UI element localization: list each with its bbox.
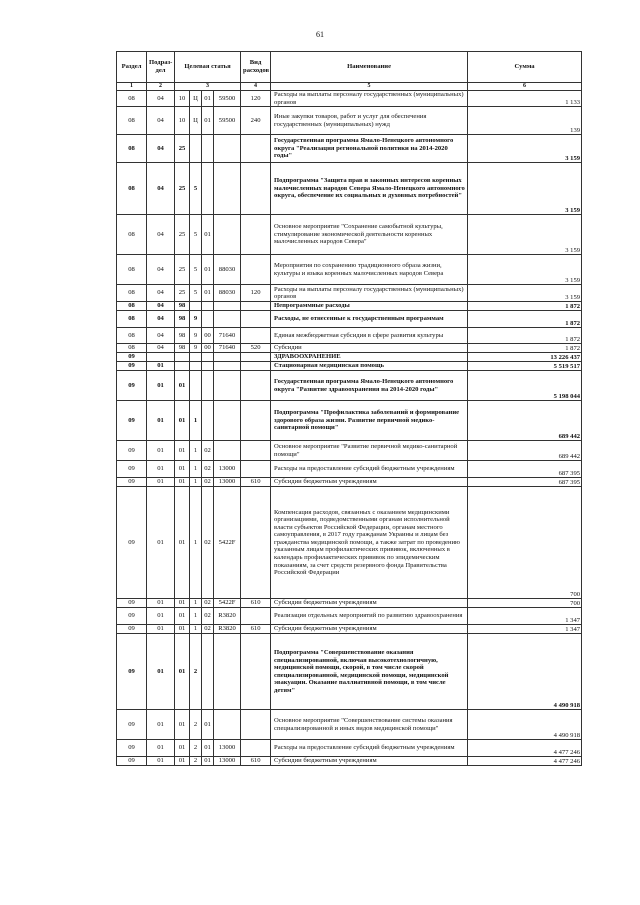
- cell-direction: 59500: [214, 107, 241, 135]
- cell-summa: 689 442: [468, 401, 582, 441]
- cell-summa: 4 490 918: [468, 710, 582, 740]
- cell-event: [202, 371, 214, 401]
- cell-direction: [214, 353, 241, 362]
- cell-subprogram: 5: [190, 285, 202, 302]
- cell-naimenovanie: Расходы, не отнесенные к государственным программам: [271, 311, 468, 328]
- cell-program: 10: [175, 107, 190, 135]
- cell-direction: 13000: [214, 757, 241, 766]
- cell-podrazdel: 01: [147, 487, 175, 599]
- cell-podrazdel: 01: [147, 710, 175, 740]
- cell-event: [202, 362, 214, 371]
- cell-event: 02: [202, 441, 214, 461]
- cell-summa: 3 159: [468, 163, 582, 215]
- table-row: [117, 311, 582, 328]
- table-row: [117, 757, 582, 766]
- cell-program: 25: [175, 215, 190, 255]
- cell-razdel: 08: [117, 107, 147, 135]
- cell-program: 25: [175, 163, 190, 215]
- cell-razdel: 09: [117, 740, 147, 757]
- cell-naimenovanie: Субсидии бюджетным учреждениям: [271, 478, 468, 487]
- cell-subprogram: 2: [190, 634, 202, 710]
- cell-event: 01: [202, 255, 214, 285]
- cell-summa: 1 872: [468, 311, 582, 328]
- cell-podrazdel: 04: [147, 255, 175, 285]
- column-number: 5: [271, 83, 468, 91]
- cell-naimenovanie: Государственная программа Ямало-Ненецкого автономного округа "Реализация региональной политики на 2014-2020 годы": [271, 135, 468, 163]
- cell-vid-rashodov: [241, 328, 271, 344]
- cell-naimenovanie: Основное мероприятие "Совершенствование системы оказания специализированной и иных видов медицинской помощи": [271, 710, 468, 740]
- cell-vid-rashodov: 520: [241, 344, 271, 353]
- cell-event: 00: [202, 344, 214, 353]
- cell-razdel: 08: [117, 311, 147, 328]
- cell-vid-rashodov: [241, 461, 271, 478]
- cell-program: 98: [175, 311, 190, 328]
- cell-event: [202, 353, 214, 362]
- cell-razdel: 08: [117, 163, 147, 215]
- cell-direction: R3820: [214, 625, 241, 634]
- cell-naimenovanie: Расходы на предоставление субсидий бюджетным учреждениям: [271, 740, 468, 757]
- cell-naimenovanie: Основное мероприятие "Развитие первичной медико-санитарной помощи": [271, 441, 468, 461]
- cell-vid-rashodov: 240: [241, 107, 271, 135]
- cell-podrazdel: [147, 353, 175, 362]
- table-row: [117, 163, 582, 215]
- cell-naimenovanie: Непрограммные расходы: [271, 302, 468, 311]
- cell-vid-rashodov: [241, 740, 271, 757]
- cell-event: [202, 135, 214, 163]
- cell-subprogram: 9: [190, 344, 202, 353]
- table-row: [117, 625, 582, 634]
- cell-event: 01: [202, 710, 214, 740]
- cell-program: 01: [175, 608, 190, 625]
- cell-direction: [214, 215, 241, 255]
- cell-summa: 1 872: [468, 328, 582, 344]
- cell-naimenovanie: Мероприятия по сохранению традиционного образа жизни, культуры и языка коренных малочисленных народов Севера: [271, 255, 468, 285]
- cell-naimenovanie: Основное мероприятие "Сохранение самобытной культуры, стимулирование экономической деятельности коренных малочисленных народов Севера": [271, 215, 468, 255]
- cell-subprogram: [190, 371, 202, 401]
- column-number: 6: [468, 83, 582, 91]
- cell-subprogram: [190, 135, 202, 163]
- cell-subprogram: 1: [190, 599, 202, 608]
- cell-razdel: 08: [117, 135, 147, 163]
- cell-podrazdel: 01: [147, 608, 175, 625]
- table-row: [117, 91, 582, 107]
- cell-podrazdel: 04: [147, 344, 175, 353]
- cell-program: 98: [175, 344, 190, 353]
- cell-event: [202, 634, 214, 710]
- cell-event: 02: [202, 599, 214, 608]
- cell-event: 02: [202, 625, 214, 634]
- cell-program: 01: [175, 625, 190, 634]
- header-podrazdel: Подраз-дел: [147, 52, 175, 83]
- cell-podrazdel: 04: [147, 135, 175, 163]
- cell-subprogram: 1: [190, 625, 202, 634]
- cell-naimenovanie: Субсидии бюджетным учреждениям: [271, 599, 468, 608]
- cell-program: 01: [175, 599, 190, 608]
- cell-naimenovanie: Стационарная медицинская помощь: [271, 362, 468, 371]
- table-row: [117, 608, 582, 625]
- cell-podrazdel: 04: [147, 91, 175, 107]
- table-row: [117, 371, 582, 401]
- cell-vid-rashodov: [241, 311, 271, 328]
- cell-summa: 1 133: [468, 91, 582, 107]
- column-number: 4: [241, 83, 271, 91]
- cell-program: 98: [175, 328, 190, 344]
- cell-subprogram: Ц: [190, 107, 202, 135]
- cell-naimenovanie: Подпрограмма "Профилактика заболеваний и формирование здорового образа жизни. Развитие первичной медико-санитарной помощи": [271, 401, 468, 441]
- table-row: [117, 478, 582, 487]
- cell-event: 01: [202, 215, 214, 255]
- header-razdel: Раздел: [117, 52, 147, 83]
- column-number: 3: [175, 83, 241, 91]
- cell-podrazdel: 04: [147, 107, 175, 135]
- cell-subprogram: 5: [190, 215, 202, 255]
- table-row: [117, 401, 582, 441]
- cell-podrazdel: 01: [147, 441, 175, 461]
- cell-subprogram: 2: [190, 740, 202, 757]
- cell-subprogram: 9: [190, 311, 202, 328]
- cell-vid-rashodov: 610: [241, 757, 271, 766]
- cell-podrazdel: 01: [147, 371, 175, 401]
- cell-razdel: 08: [117, 344, 147, 353]
- cell-direction: 71640: [214, 344, 241, 353]
- cell-vid-rashodov: 120: [241, 285, 271, 302]
- cell-podrazdel: 01: [147, 625, 175, 634]
- cell-direction: [214, 302, 241, 311]
- table-row: [117, 487, 582, 599]
- cell-summa: 687 395: [468, 461, 582, 478]
- cell-vid-rashodov: [241, 215, 271, 255]
- cell-podrazdel: 01: [147, 362, 175, 371]
- cell-subprogram: 5: [190, 163, 202, 215]
- cell-razdel: 09: [117, 353, 147, 362]
- cell-podrazdel: 04: [147, 302, 175, 311]
- cell-naimenovanie: ЗДРАВООХРАНЕНИЕ: [271, 353, 468, 362]
- header-vid-rashodov: Вид расходов: [241, 52, 271, 83]
- cell-vid-rashodov: 610: [241, 599, 271, 608]
- cell-summa: 3 159: [468, 285, 582, 302]
- cell-razdel: 09: [117, 634, 147, 710]
- cell-razdel: 09: [117, 461, 147, 478]
- cell-podrazdel: 01: [147, 757, 175, 766]
- cell-event: 01: [202, 757, 214, 766]
- cell-subprogram: Ц: [190, 91, 202, 107]
- cell-direction: [214, 371, 241, 401]
- cell-razdel: 08: [117, 215, 147, 255]
- cell-naimenovanie: Компенсация расходов, связанных с оказанием медицинскими организациями, подведомственными органам исполнительной власти субъектов Российской Федерации, органам местного самоуправления, в 2017 году гражданам Украины и лицам без гражданства медицинской помощи, а также затрат по проведению указанным лицам профилактических прививок, включенных в календарь профилактических прививок по эпидемическим показаниям, за счет средств резервного фонда Правительства Российской Федерации: [271, 487, 468, 599]
- table-row: [117, 740, 582, 757]
- table-row: [117, 285, 582, 302]
- cell-direction: [214, 401, 241, 441]
- table-row: [117, 441, 582, 461]
- cell-program: 01: [175, 478, 190, 487]
- cell-razdel: 08: [117, 328, 147, 344]
- cell-vid-rashodov: [241, 710, 271, 740]
- cell-naimenovanie: Субсидии: [271, 344, 468, 353]
- cell-summa: 700: [468, 487, 582, 599]
- cell-vid-rashodov: [241, 487, 271, 599]
- cell-vid-rashodov: [241, 371, 271, 401]
- table-row: [117, 362, 582, 371]
- cell-naimenovanie: Расходы на предоставление субсидий бюджетным учреждениям: [271, 461, 468, 478]
- cell-vid-rashodov: [241, 608, 271, 625]
- cell-summa: 13 226 437: [468, 353, 582, 362]
- cell-vid-rashodov: [241, 634, 271, 710]
- cell-event: 02: [202, 487, 214, 599]
- cell-podrazdel: 01: [147, 478, 175, 487]
- cell-razdel: 09: [117, 757, 147, 766]
- cell-naimenovanie: Субсидии бюджетным учреждениям: [271, 625, 468, 634]
- cell-razdel: 09: [117, 478, 147, 487]
- cell-vid-rashodov: [241, 163, 271, 215]
- cell-direction: [214, 163, 241, 215]
- cell-summa: 5 198 044: [468, 371, 582, 401]
- cell-direction: [214, 135, 241, 163]
- table-row: [117, 255, 582, 285]
- cell-event: [202, 311, 214, 328]
- cell-summa: 1 347: [468, 625, 582, 634]
- cell-podrazdel: 04: [147, 328, 175, 344]
- cell-direction: 5422F: [214, 487, 241, 599]
- cell-subprogram: 2: [190, 710, 202, 740]
- cell-direction: 71640: [214, 328, 241, 344]
- cell-event: 01: [202, 107, 214, 135]
- cell-vid-rashodov: 610: [241, 625, 271, 634]
- cell-program: [175, 362, 190, 371]
- cell-razdel: 09: [117, 371, 147, 401]
- cell-razdel: 09: [117, 608, 147, 625]
- cell-direction: 5422F: [214, 599, 241, 608]
- cell-vid-rashodov: [241, 362, 271, 371]
- cell-razdel: 08: [117, 285, 147, 302]
- cell-event: 01: [202, 285, 214, 302]
- cell-event: 01: [202, 740, 214, 757]
- cell-razdel: 09: [117, 625, 147, 634]
- cell-subprogram: [190, 302, 202, 311]
- cell-podrazdel: 04: [147, 163, 175, 215]
- cell-podrazdel: 04: [147, 311, 175, 328]
- cell-razdel: 08: [117, 255, 147, 285]
- cell-naimenovanie: Подпрограмма "Совершенствование оказания специализированной, включая высокотехнологичную, медицинской помощи, скорой, в том числе скорой специализированной, медицинской помощи, медицинской эвакуации. Оказание паллиативной помощи, в том числе детям": [271, 634, 468, 710]
- cell-event: [202, 302, 214, 311]
- cell-podrazdel: 01: [147, 634, 175, 710]
- cell-summa: 3 159: [468, 135, 582, 163]
- cell-subprogram: 1: [190, 461, 202, 478]
- cell-direction: [214, 710, 241, 740]
- cell-subprogram: 1: [190, 441, 202, 461]
- table-row: [117, 634, 582, 710]
- cell-direction: [214, 634, 241, 710]
- cell-program: 01: [175, 441, 190, 461]
- cell-razdel: 09: [117, 362, 147, 371]
- cell-event: 02: [202, 478, 214, 487]
- table-row: [117, 107, 582, 135]
- cell-program: 25: [175, 135, 190, 163]
- column-number: 2: [147, 83, 175, 91]
- table-row: [117, 344, 582, 353]
- table-row: [117, 135, 582, 163]
- cell-program: 25: [175, 255, 190, 285]
- header-summa: Сумма: [468, 52, 582, 83]
- cell-razdel: 08: [117, 302, 147, 311]
- cell-program: 01: [175, 371, 190, 401]
- cell-vid-rashodov: 120: [241, 91, 271, 107]
- cell-razdel: 09: [117, 441, 147, 461]
- cell-summa: 700: [468, 599, 582, 608]
- cell-subprogram: [190, 353, 202, 362]
- cell-summa: 4 477 246: [468, 757, 582, 766]
- cell-naimenovanie: Единая межбюджетная субсидия в сфере развития культуры: [271, 328, 468, 344]
- column-number: 1: [117, 83, 147, 91]
- cell-naimenovanie: Иные закупки товаров, работ и услуг для обеспечения государственных (муниципальных) нужд: [271, 107, 468, 135]
- cell-summa: 1 347: [468, 608, 582, 625]
- column-number-row: [117, 83, 582, 91]
- budget-table: [116, 51, 582, 766]
- cell-summa: 3 159: [468, 255, 582, 285]
- cell-summa: 687 395: [468, 478, 582, 487]
- table-row: [117, 461, 582, 478]
- cell-summa: 1 872: [468, 344, 582, 353]
- cell-podrazdel: 01: [147, 401, 175, 441]
- cell-summa: 3 159: [468, 215, 582, 255]
- header-row: [117, 52, 582, 83]
- cell-event: 01: [202, 91, 214, 107]
- cell-summa: 4 490 918: [468, 634, 582, 710]
- cell-vid-rashodov: [241, 255, 271, 285]
- cell-naimenovanie: Расходы на выплаты персоналу государственных (муниципальных) органов: [271, 91, 468, 107]
- cell-subprogram: 1: [190, 487, 202, 599]
- cell-event: [202, 401, 214, 441]
- cell-vid-rashodov: [241, 401, 271, 441]
- cell-naimenovanie: Подпрограмма "Защита прав и законных интересов коренных малочисленных народов Севера Ямало-Ненецкого автономного округа, обеспечение их социальных и духовных потребностей": [271, 163, 468, 215]
- cell-subprogram: 9: [190, 328, 202, 344]
- cell-naimenovanie: Субсидии бюджетным учреждениям: [271, 757, 468, 766]
- table-row: [117, 710, 582, 740]
- cell-program: 10: [175, 91, 190, 107]
- cell-direction: 59500: [214, 91, 241, 107]
- cell-direction: [214, 441, 241, 461]
- cell-naimenovanie: Расходы на выплаты персоналу государственных (муниципальных) органов: [271, 285, 468, 302]
- cell-program: 01: [175, 634, 190, 710]
- cell-summa: 139: [468, 107, 582, 135]
- cell-razdel: 09: [117, 487, 147, 599]
- cell-program: [175, 353, 190, 362]
- cell-direction: 13000: [214, 740, 241, 757]
- cell-summa: 4 477 246: [468, 740, 582, 757]
- header-celevaya-statya: Целевая статья: [175, 52, 241, 83]
- cell-direction: 13000: [214, 478, 241, 487]
- cell-program: 01: [175, 710, 190, 740]
- cell-razdel: 09: [117, 710, 147, 740]
- cell-razdel: 08: [117, 91, 147, 107]
- cell-program: 25: [175, 285, 190, 302]
- cell-summa: 5 519 517: [468, 362, 582, 371]
- cell-vid-rashodov: [241, 353, 271, 362]
- cell-event: 02: [202, 608, 214, 625]
- cell-subprogram: 5: [190, 255, 202, 285]
- cell-direction: R3820: [214, 608, 241, 625]
- table-row: [117, 215, 582, 255]
- cell-naimenovanie: Государственная программа Ямало-Ненецкого автономного округа "Развитие здравоохранения на 2014-2020 годы": [271, 371, 468, 401]
- cell-subprogram: 1: [190, 401, 202, 441]
- table-row: [117, 328, 582, 344]
- table-row: [117, 599, 582, 608]
- cell-podrazdel: 01: [147, 461, 175, 478]
- table-row: [117, 302, 582, 311]
- cell-summa: 689 442: [468, 441, 582, 461]
- cell-razdel: 09: [117, 401, 147, 441]
- cell-program: 01: [175, 401, 190, 441]
- cell-direction: 88030: [214, 255, 241, 285]
- cell-podrazdel: 04: [147, 285, 175, 302]
- page-number: 61: [316, 30, 324, 39]
- cell-direction: 13000: [214, 461, 241, 478]
- cell-naimenovanie: Реализация отдельных мероприятий по развитию здравоохранения: [271, 608, 468, 625]
- cell-direction: 88030: [214, 285, 241, 302]
- cell-event: [202, 163, 214, 215]
- cell-subprogram: 2: [190, 757, 202, 766]
- cell-direction: [214, 362, 241, 371]
- cell-subprogram: [190, 362, 202, 371]
- cell-vid-rashodov: [241, 441, 271, 461]
- table-row: [117, 353, 582, 362]
- cell-subprogram: 1: [190, 478, 202, 487]
- cell-subprogram: 1: [190, 608, 202, 625]
- cell-program: 98: [175, 302, 190, 311]
- header-naimenovanie: Наименование: [271, 52, 468, 83]
- cell-vid-rashodov: [241, 135, 271, 163]
- cell-vid-rashodov: 610: [241, 478, 271, 487]
- cell-event: 02: [202, 461, 214, 478]
- cell-vid-rashodov: [241, 302, 271, 311]
- cell-podrazdel: 01: [147, 740, 175, 757]
- cell-podrazdel: 01: [147, 599, 175, 608]
- cell-razdel: 09: [117, 599, 147, 608]
- cell-program: 01: [175, 757, 190, 766]
- cell-program: 01: [175, 487, 190, 599]
- cell-summa: 1 872: [468, 302, 582, 311]
- cell-program: 01: [175, 461, 190, 478]
- cell-program: 01: [175, 740, 190, 757]
- cell-event: 00: [202, 328, 214, 344]
- cell-podrazdel: 04: [147, 215, 175, 255]
- cell-direction: [214, 311, 241, 328]
